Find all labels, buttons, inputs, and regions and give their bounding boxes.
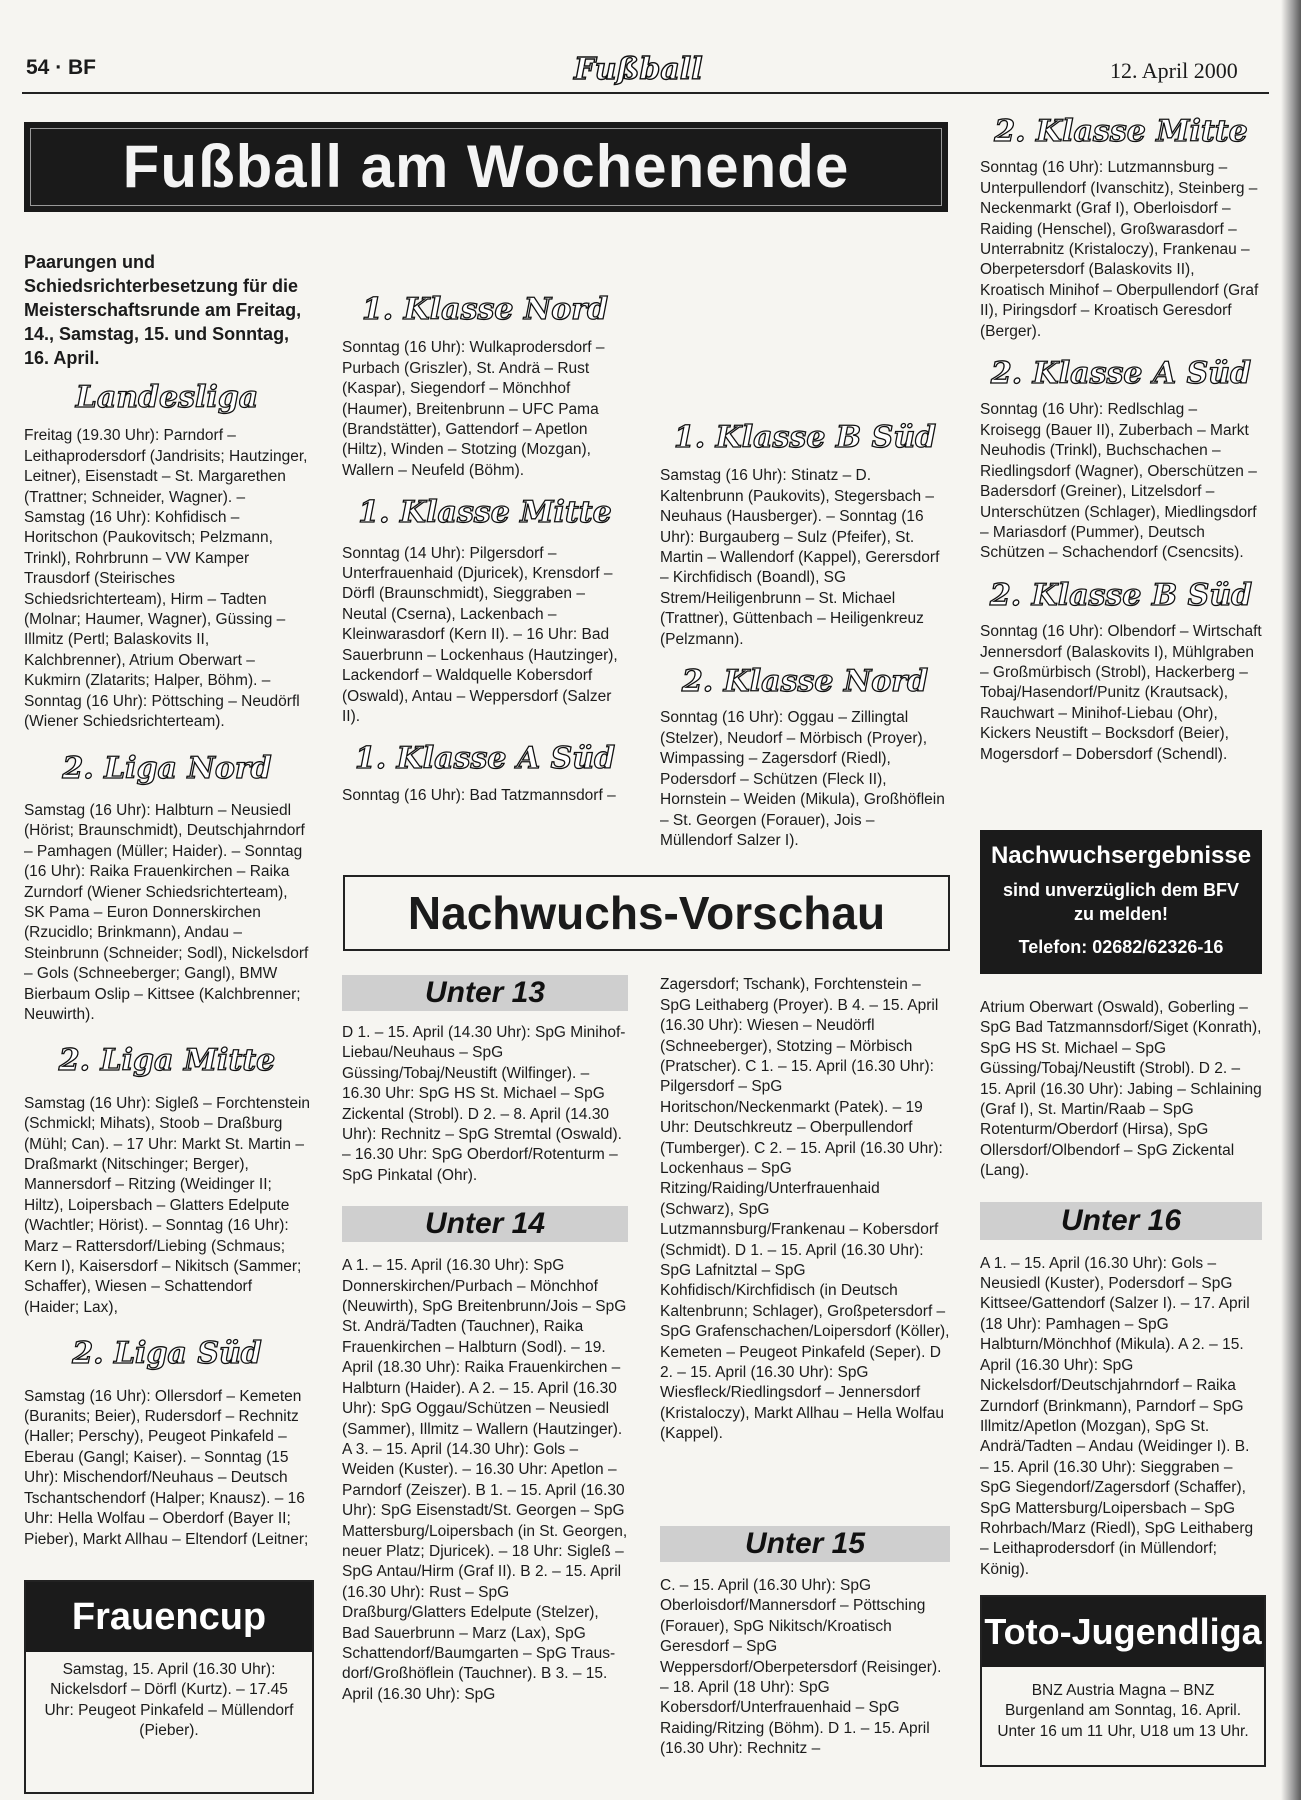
column-1 xyxy=(24,250,310,1547)
section-heading-liga-nord: 2. Liga Nord xyxy=(62,750,272,786)
nachwuchsergebnisse-box xyxy=(980,830,1262,974)
column-4 xyxy=(980,114,1262,765)
section-title: Fußball xyxy=(574,52,703,87)
section-heading-k2-a-sued: 2. Klasse A Süd xyxy=(990,356,1252,392)
nachwuchs-column-b xyxy=(660,976,950,1760)
unter14-heading: Unter 14 xyxy=(342,1206,628,1242)
column-3 xyxy=(660,252,950,851)
k1-b-sued-text: Samstag (16 Uhr): Stinatz – D. Kaltenbrunn (Paukovits), Stegersbach – Neuhaus (Hausberger). – Sonntag (16 Uhr): Burgauberg – Sulz (Pfeifer), St. Martin – Wallendorf (Kappel), Gerersdorf – Kirchfidisch (Boandl), SG Strem/Heiligenbrunn – St. Michael (Trattner), Güttenbach – Heiligenkreuz (Pelzmann). xyxy=(660,467,940,648)
toto-text: BNZ Austria Magna – BNZ Burgenland am Sonntag, 16. April. Unter 16 um 11 Uhr, U18 um 13 Uhr. xyxy=(997,1682,1249,1740)
frauencup-box xyxy=(24,1580,314,1794)
k2-nord-text: Sonntag (16 Uhr): Oggau – Zillingtal (Stelzer), Neudorf – Mörbisch (Proyer), Wimpassing – Zagersdorf (Riedl), Podersdorf – Schützen (Fleck II), Hornstein – Weiden (Mikula), Großhöflein – St. Georgen (Forauer), Jois – Müllendorf Salzer I). xyxy=(660,709,945,849)
nachbox-phone: Telefon: 02682/62326-16 xyxy=(1018,937,1224,957)
k1-nord-text: Sonntag (16 Uhr): Wulkaprodersdorf – Purbach (Griszler), St. Andrä – Rust (Kaspar), Siegendorf – Mönchhof (Haumer), Breitenbrunn – UFC Pama (Brandstätter), Gattendorf – Apetlon (Hiltz), Winden – Stotzing (Mozgan), Wallern – Neufeld (Böhm). xyxy=(342,339,605,479)
section-heading-k2-b-sued: 2. Klasse B Süd xyxy=(989,577,1253,613)
section-heading-k1-b-sued: 1. Klasse B Süd xyxy=(673,420,937,455)
nachbox-title: Nachwuchsergebnisse xyxy=(990,842,1252,869)
section-heading-k1-nord: 1. Klasse Nord xyxy=(361,292,609,327)
headline-text: Fußball am Wochenende xyxy=(122,133,850,200)
frauencup-title: Frauencup xyxy=(26,1582,312,1652)
k2-mitte-text: Sonntag (16 Uhr): Lutzmannsburg – Unterpullendorf (Ivanschitz), Steinberg – Neckenmarkt (Graf I), Oberloisdorf – Raiding (Henschel), Großwarasdorf – Unterrabnitz (Kristaloczy), Frankenau – Oberpetersdorf (Balaskovits II), Kroatisch Minihof – Oberpullendorf (Graf II), Piringsdorf – Kroatisch Geresdorf (Berger). xyxy=(980,159,1259,340)
column-2 xyxy=(342,292,628,806)
section-heading-liga-sued: 2. Liga Süd xyxy=(72,1336,262,1372)
section-heading-landesliga: Landesliga xyxy=(75,380,259,415)
k1-mitte-text: Sonntag (14 Uhr): Pilgersdorf – Unterfrauenhaid (Djuricek), Krensdorf – Dörfl (Braunschmidt), Sieggraben – Neutal (Cserna), Lackenbach – Kleinwarasdorf (Kern II). – 16 Uhr: Bad Sauerbrunn – Lockenhaus (Hautzinger), Lackendorf – Waldquelle Kobersdorf (Oswald), Antau – Weppersdorf (Salzer II). xyxy=(342,544,618,725)
unter16-text: A 1. – 15. April (16.30 Uhr): Gols – Neusiedl (Kuster), Podersdorf – SpG Kittsee/Gattendorf (Salzer I). – 17. April (18 Uhr): Pamhagen – SpG Halbturn/Mönchhof (Mikula). A 2. – 15. April (16.30 Uhr): SpG Nickelsdorf/Deutschjahrndorf – Raika Zurndorf (Brinkmann), Parndorf – SpG Illmitz/Apetlon (Mozgan), SpG St. Andrä/Tadten – Andau (Weidinger I). B. – 15. April (16.30 Uhr): Sieggraben – SpG Siegendorf/Zagersdorf (Schaffer), SpG Mattersburg/Loipersbach – SpG Rohrbach/Marz (Riedl), SpG Leithaberg – Leithaprodersdorf (in Müllendorf; König). xyxy=(980,1254,1254,1578)
header-rule xyxy=(22,92,1269,94)
unter16-heading: Unter 16 xyxy=(980,1202,1262,1240)
landesliga-text: Freitag (19.30 Uhr): Parndorf – Leithaprodersdorf (Jandrisits; Hautzinger, Leitner), Eisenstadt – St. Margarethen (Trattner; Schneider, Wagner). – Samstag (16 Uhr): Kohfidisch – Horitschon (Paukovitsch; Pelzmann, Trinkl), Rohrbrunn – VW Kamper Trausdorf (Steirisches Schiedsrichterteam), Hirm – Tadten (Molnar; Haumer, Wagner), Güssing – Illmitz (Pertl; Balaskovits II, Kalchbrenner), Atrium Oberwart – Kukmirn (Zlatarits; Halper, Böhm). – Sonntag (16 Uhr): Pöttsching – Neudörfl (Wiener Schiedsrichterteam). xyxy=(24,427,308,731)
unter15-text: C. – 15. April (16.30 Uhr): SpG Oberloisdorf/Mannersdorf – Pöttsching (Forauer), SpG Nikitsch/Kroatisch Geresdorf – SpG Weppersdorf/Oberpetersdorf (Reisinger). – 18. April (18 Uhr): SpG Kobersdorf/Unterfrauenhaid – SpG Raiding/Ritzing (Böhm). D 1. – 15. April (16.30 Uhr): Rechnitz – xyxy=(660,1577,942,1758)
unter13-heading: Unter 13 xyxy=(342,975,628,1011)
unter14-text: A 1. – 15. April (16.30 Uhr): SpG Donnerskirchen/Purbach – Mönchhof (Neuwirth), SpG Breitenbrunn/Jois – SpG St. Andrä/Tadten (Tauchner), Raika Frauenkirchen – Halbturn (Sodl). – 19. April (18.30 Uhr): Raika Frauenkirchen – Halbturn (Haider). A 2. – 15. April (16.30 Uhr): SpG Oggau/Schützen – Neusiedl (Sammer), Illmitz – Wallern (Hautzinger). A 3. – 15. April (14.30 Uhr): Gols – Weiden (Kuster). – 16.30 Uhr: Apetlon – Parndorf (Zeiszer). B 1. – 15. April (16.30 Uhr): SpG Eisenstadt/St. Georgen – SpG Mattersburg/Loipersbach (in St. Georgen, neuer Platz; Djuricek). – 18 Uhr: Sigleß – SpG Antau/Hirm (Graf II). B 2. – 15. April (16.30 Uhr): Rust – SpG Draßburg/Glatters Edelpute (Stelzer), Bad Sauerbrunn – Marz (Lax), SpG Schattendorf/Baumgarten – SpG Traus- dorf/Großhöflein (Tauchner). B 3. – 15. April (16.30 Uhr): SpG xyxy=(342,1257,628,1703)
unter15-heading: Unter 15 xyxy=(660,1526,950,1562)
issue-date: 12. April 2000 xyxy=(1110,58,1238,83)
k1-a-sued-text: Sonntag (16 Uhr): Bad Tatzmannsdorf – xyxy=(342,786,616,804)
section-heading-liga-mitte: 2. Liga Mitte xyxy=(58,1043,276,1079)
unter14-continued-text: Zagersdorf; Tschank), Forchtenstein – SpG Leithaberg (Proyer). B 4. – 15. April (16.30 Uhr): Wiesen – Neudörfl (Schneeberger), Stotzing – Mörbisch (Pratscher). C 1. – 15. April (16.30 Uhr): Pilgersdorf – SpG Horitschon/Neckenmarkt (Patek). – 19 Uhr: Deutschkreutz – Oberpullendorf (Tumberger). C 2. – 15. April (16.30 Uhr): Lockenhaus – SpG Ritzing/Raiding/Unterfrauenhaid (Schwarz), SpG Lutzmannsburg/Frankenau – Kobersdorf (Schmidt). D 1. – 15. April (16.30 Uhr): SpG Lafnitztal – SpG Kohfidisch/Kirchfidisch (in Deutsch Kaltenbrunn; Schlager), Großpetersdorf – SpG Grafenschachen/Loipersdorf (Köller), Kemeten – Peugeot Pinkafeld (Seper). D 2. – 15. April (16.30 Uhr): SpG Wiesfleck/Riedlingsdorf – Jennersdorf (Kristaloczy), Markt Allhau – Hella Wolfau (Kappel). xyxy=(660,976,950,1443)
section-heading-k2-mitte: 2. Klasse Mitte xyxy=(994,114,1248,149)
nachwuchs-vorschau-title: Nachwuchs-Vorschau xyxy=(343,875,950,951)
page-number: 54 · BF xyxy=(26,56,97,79)
k2-a-sued-text: Sonntag (16 Uhr): Redlschlag – Kroisegg (Bauer II), Zuberbach – Markt Neuhodis (Trinkl), Buchschachen – Riedlingsdorf (Wagner), Oberschützen – Badersdorf (Greiner), Litzelsdorf – Unterschützen (Schlager), Miedlingsdorf – Mariasdorf (Pummer), Deutsch Schützen – Schachendorf (Csencsits). xyxy=(980,401,1257,562)
unter14-text-continued xyxy=(660,976,950,1516)
liga-sued-text: Samstag (16 Uhr): Ollersdorf – Kemeten (Buranits; Beier), Rudersdorf – Rechnitz (Haller; Perschy), Peugeot Pinkafeld – Eberau (Gangl; Kaiser). – Sonntag (15 Uhr): Mischendorf/Neuhaus – Deutsch Tschantschendorf (Halper; Knausz). – 16 Uhr: Hella Wolfau – Oberdorf (Bayer II; Pieber), Markt Allhau – Eltendorf (Leitner; xyxy=(24,1387,309,1547)
unter13-text: D 1. – 15. April (14.30 Uhr): SpG Minihof-Liebau/Neuhaus – SpG Güssing/Tobaj/Neustift (Wilfinger). – 16.30 Uhr: SpG HS St. Michael – SpG Zickental (Strobl). D 2. – 8. April (14.30 Uhr): Rechnitz – SpG Stremtal (Oswald). – 16.30 Uhr: SpG Oberdorf/Rotenturm – SpG Pinkatal (Ohr). xyxy=(342,1024,626,1184)
unter15-continued-text: Atrium Oberwart (Oswald), Goberling – SpG Bad Tatzmannsdorf/Siget (Konrath), SpG HS St. Michael – SpG Güssing/Tobaj/Neustift (Strobl). D 2. – 15. April (16.30 Uhr): Jabing – Schlaining (Graf I), St. Martin/Raab – SpG Rotenturm/Oberdorf (Hirsa), SpG Ollersdorf/Olbendorf – SpG Zickental (Lang). xyxy=(980,999,1262,1180)
section-heading-k1-mitte: 1. Klasse Mitte xyxy=(358,495,612,531)
intro-text: Paarungen und Schiedsrichterbesetzung für die Meisterschaftsrunde am Freitag, 14., Samstag, 15. und Sonntag, 16. April. xyxy=(24,252,302,368)
section-heading-k2-nord: 2. Klasse Nord xyxy=(681,664,929,700)
page-edge-shadow xyxy=(1281,0,1301,1800)
nachbox-line1: sind unverzüglich dem BFV xyxy=(1002,880,1240,900)
nachwuchs-column-a xyxy=(342,975,628,1706)
frauencup-text: Samstag, 15. April (16.30 Uhr): Nickelsdorf – Dörfl (Kurtz). – 17.45 Uhr: Peugeot Pinkafeld – Müllendorf (Pieber). xyxy=(44,1661,294,1740)
column-4-lower xyxy=(980,998,1262,1580)
toto-title: Toto-Jugendliga xyxy=(982,1597,1264,1667)
liga-nord-text: Samstag (16 Uhr): Halbturn – Neusiedl (Hörist; Braunschmidt), Deutschjahrndorf – Pamhagen (Müller; Haider). – Sonntag (16 Uhr): Raika Frauenkirchen – Raika Zurndorf (Wiener Schiedsrichterteam), SK Pama – Euron Donnerskirchen (Rzucidlo; Brinkmann), Andau – Steinbrunn (Schneider; Sodl), Nickelsdorf – Gols (Schneeberger; Gangl), BMW Bierbaum Oslip – Kittsee (Kalchbrenner; Neuwirth). xyxy=(24,801,309,1023)
headline-banner xyxy=(24,122,948,212)
section-heading-k1-a-sued: 1. Klasse A Süd xyxy=(354,741,616,777)
toto-jugendliga-box xyxy=(980,1595,1266,1767)
liga-mitte-text: Samstag (16 Uhr): Sigleß – Forchtenstein (Schmickl; Mihats), Stoob – Draßburg (Mühl; Can). – 17 Uhr: Markt St. Martin – Draßmarkt (Nitschinger; Berger), Mannersdorf – Ritzing (Weidinger II; Hiltz), Loipersbach – Glatters Edelpute (Wachtler; Hörist). – Sonntag (16 Uhr): Marz – Rattersdorf/Liebing (Schmaus; Kern I), Kaisersdorf – Nikitsch (Sammer; Schaffer), Wiesen – Schattendorf (Haider; Lax), xyxy=(24,1094,311,1316)
nachbox-line2: zu melden! xyxy=(1073,904,1168,924)
k2-b-sued-text: Sonntag (16 Uhr): Olbendorf – Wirtschaft Jennersdorf (Balaskovits I), Mühlgraben – Großmürbisch (Strobl), Hackerberg – Tobaj/Hasendorf/Punitz (Krautsack), Rauchwart – Minihof-Liebau (Ohr), Kickers Neustift – Bocksdorf (Beier), Mogersdorf – Dobersdorf (Schendl). xyxy=(980,623,1262,763)
